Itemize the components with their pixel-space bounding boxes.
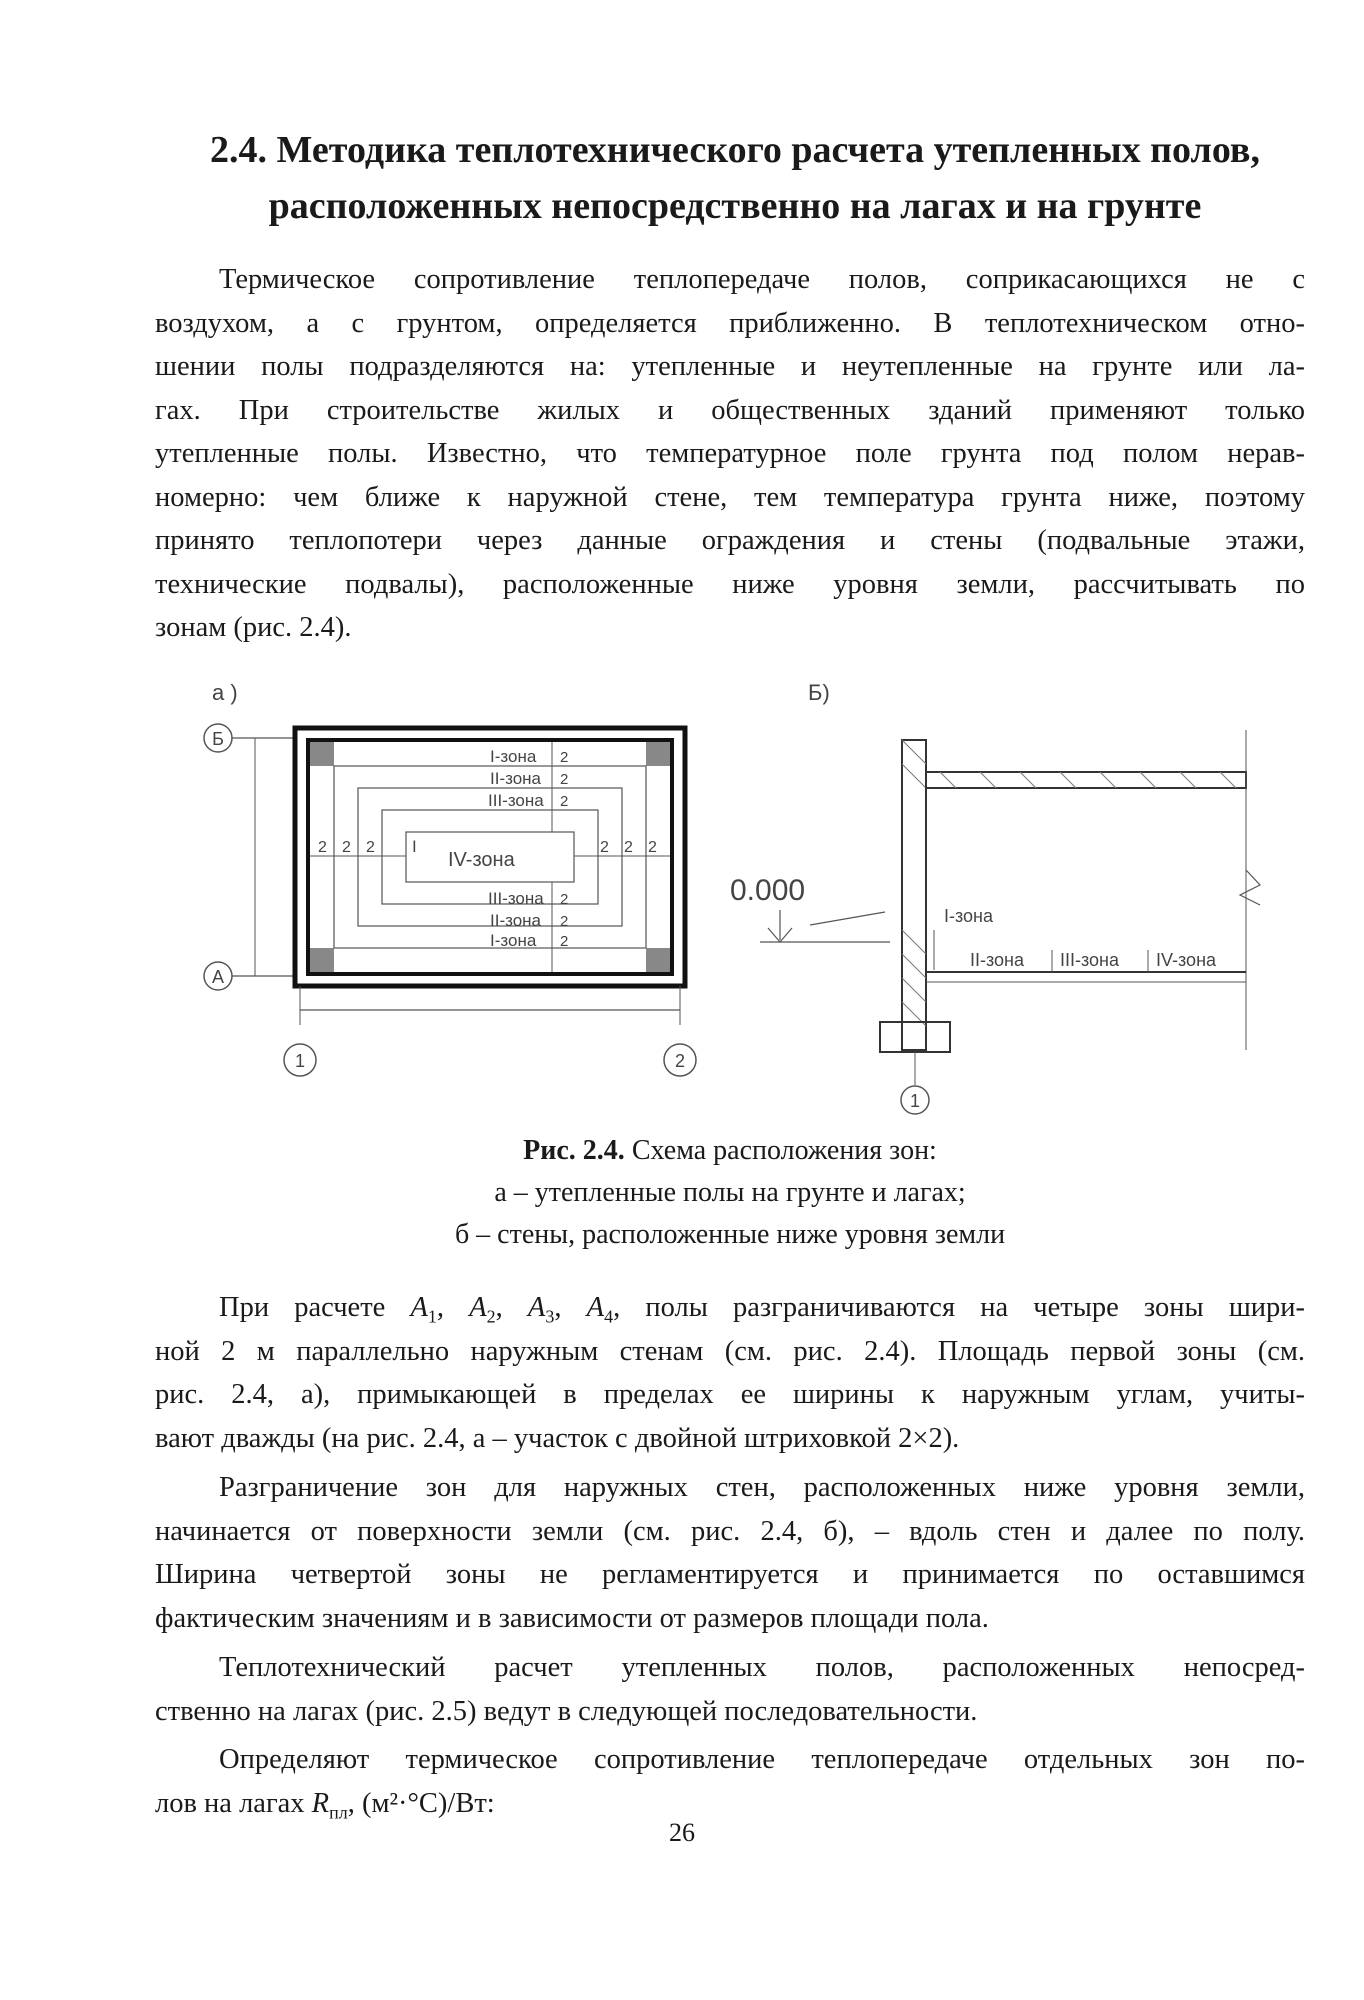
text-line: При расчете $A_1$, $A_2$, $A_3$, $A_4$, полы разграничиваются на четыре зоны шири- — [219, 1292, 1306, 1327]
text-line: номерно: чем ближе к наружной стене, тем температура грунта ниже, поэтому — [155, 481, 1305, 513]
paragraph-1 — [155, 258, 1305, 650]
figure-a-label: а ) — [212, 680, 238, 705]
figure-b-wall-section — [720, 680, 1260, 1120]
zone-label: I-зона — [490, 747, 537, 766]
axis-2-label: 2 — [674, 1051, 686, 1071]
text-line: Разграничение зон для наружных стен, расположенных ниже уровня земли, — [219, 1472, 1305, 1503]
dimension-label: 2 — [560, 793, 569, 810]
axis-a-label: А — [211, 967, 225, 987]
zone-label: III-зона — [1060, 950, 1120, 970]
text-line: технические подвалы), расположенные ниже уровня земли, рассчитывать по — [155, 568, 1305, 600]
text-line: зонам (рис. 2.4). — [155, 612, 352, 643]
zone-label: III-зона — [488, 889, 544, 908]
zone-label: II-зона — [970, 950, 1025, 970]
text-line: лов на лагах $R_{пл}$, (м²·°С)/Вт: — [155, 1787, 495, 1823]
text-line: Определяют термическое сопротивление теплопередаче отдельных зон по- — [219, 1744, 1305, 1775]
caption-line-3: б – стены, расположенные ниже уровня земли — [454, 1219, 1006, 1250]
figure-a-floor-plan — [200, 680, 720, 1100]
corner-hatch — [646, 742, 670, 766]
dimension-label: 2 — [600, 839, 609, 856]
zone-label: I — [412, 837, 417, 856]
axis-1b-label: 1 — [909, 1091, 921, 1111]
axis-1-label: 1 — [294, 1051, 306, 1071]
zone-label: II-зона — [490, 769, 542, 788]
text-line: утепленные полы. Известно, что температурное поле грунта под полом нерав- — [155, 438, 1305, 469]
caption-line-1 — [155, 1130, 1305, 1172]
dimension-label: 2 — [318, 839, 327, 856]
zone-label: I-зона — [944, 906, 994, 926]
text-line: ной 2 м параллельно наружным стенам (см. рис. 2.4). Площадь первой зоны (см. — [155, 1335, 1305, 1367]
text-line: Ширина четвертой зоны не регламентируется и принимается по оставшимся — [155, 1559, 1305, 1590]
zone-label: III-зона — [488, 791, 544, 810]
caption-line-2: а – утепленные полы на грунте и лагах; — [494, 1177, 966, 1208]
dimension-label: 2 — [560, 891, 569, 908]
text-line: рис. 2.4, а), примыкающей в пределах ее ширины к наружным углам, учиты- — [155, 1379, 1305, 1410]
paragraph-2 — [155, 1286, 1305, 1460]
zone-label: II-зона — [490, 911, 542, 930]
axis-b-label: Б — [212, 729, 224, 749]
text-line: фактическим значениям и в зависимости от размеров площади пола. — [155, 1602, 989, 1634]
text-line: гах. При строительстве жилых и общественных зданий применяют только — [155, 394, 1305, 426]
dimension-label: 2 — [648, 839, 657, 856]
text-line: воздухом, а с грунтом, определяется приближенно. В теплотехническом отно- — [155, 307, 1305, 339]
level-mark: 0.000 — [730, 874, 806, 907]
heading-line-1: 2.4. Методика теплотехнического расчета утепленных полов, — [210, 129, 1260, 171]
corner-hatch — [646, 948, 670, 972]
text-line: шении полы подразделяются на: утепленные и неутепленные на грунте или ла- — [155, 351, 1305, 382]
text-line: принято теплопотери через данные ограждения и стены (подвальные этажи, — [155, 525, 1305, 556]
text-line: вают дважды (на рис. 2.4, а – участок с двойной штриховкой 2×2). — [155, 1422, 960, 1454]
corner-hatch — [310, 948, 334, 972]
figure-title: Схема расположения зон: — [631, 1135, 937, 1166]
paragraph-5 — [155, 1738, 1305, 1825]
zone-label: I-зона — [490, 931, 537, 950]
paragraph-3 — [155, 1466, 1305, 1640]
dimension-label: 2 — [560, 933, 569, 950]
heading-line-2: расположенных непосредственно на лагах и на грунте — [268, 185, 1202, 227]
text-line: Теплотехнический расчет утепленных полов, расположенных непосред- — [219, 1652, 1305, 1683]
figure-number: Рис. 2.4. — [523, 1135, 625, 1166]
paragraph-4 — [155, 1646, 1305, 1733]
dimension-label: 2 — [342, 839, 351, 856]
dimension-label: 2 — [366, 839, 375, 856]
page-number: 26 — [669, 1818, 695, 1847]
text-line: Термическое сопротивление теплопередаче полов, соприкасающихся не с — [219, 264, 1305, 295]
dimension-label: 2 — [560, 749, 569, 766]
dimension-label: 2 — [624, 839, 633, 856]
zone-label: IV-зона — [1156, 950, 1217, 970]
corner-hatch — [310, 742, 334, 766]
text-line: начинается от поверхности земли (см. рис. 2.4, б), – вдоль стен и далее по полу. — [155, 1515, 1305, 1547]
figure-b-label: Б) — [808, 680, 830, 705]
zone-label: IV-зона — [448, 849, 515, 871]
text-line: ственно на лагах (рис. 2.5) ведут в следующей последовательности. — [155, 1695, 978, 1727]
section-heading — [160, 122, 1310, 234]
dimension-label: 2 — [560, 913, 569, 930]
figure-caption — [155, 1130, 1305, 1256]
formula-symbol: R — [311, 1787, 330, 1819]
dimension-label: 2 — [560, 771, 569, 788]
